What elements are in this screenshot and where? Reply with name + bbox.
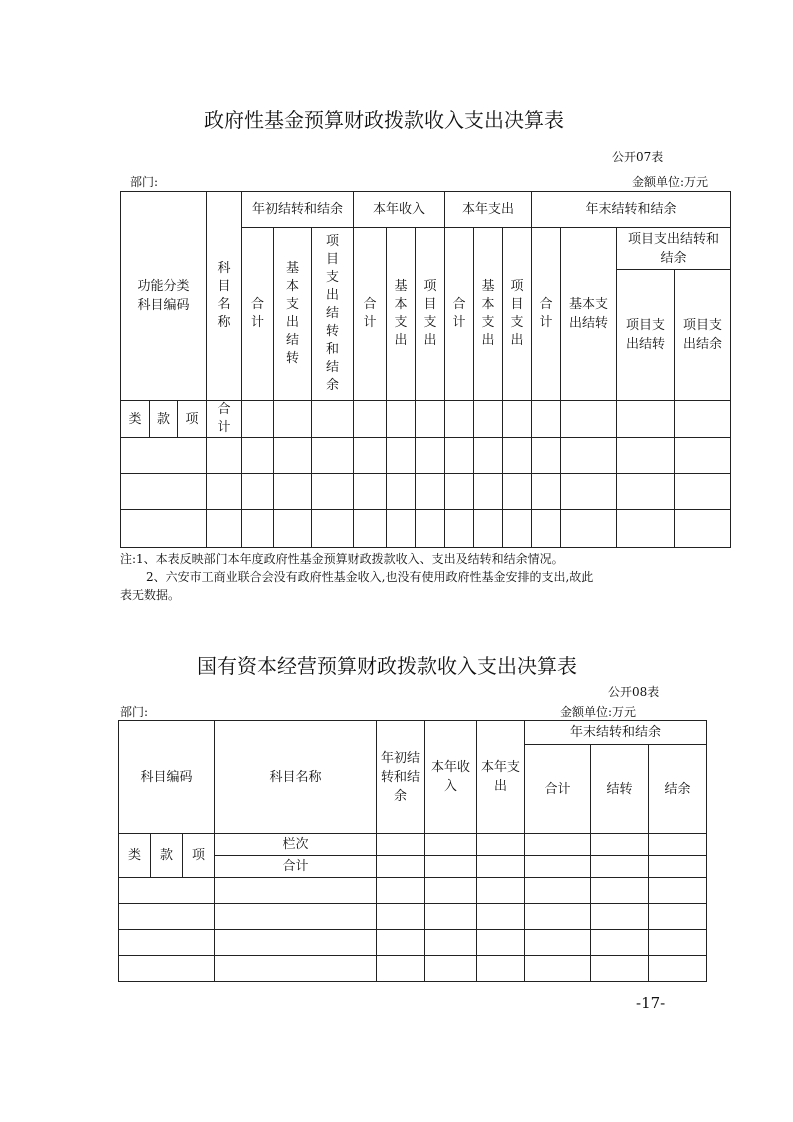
page-number: -17-	[636, 994, 666, 1012]
header-eb-basic-carry: 基本支出结转	[561, 228, 617, 401]
table-row	[119, 878, 707, 904]
header-subject-code: 科目编码	[119, 721, 215, 834]
header-lei: 类	[121, 401, 150, 438]
header-subject-name: 科目名称	[207, 192, 242, 401]
header-eb-project-carry: 项目支出结转	[617, 270, 675, 401]
header-beginning: 年初结转和结余	[377, 721, 425, 834]
header-eb-total: 合计	[532, 228, 561, 401]
table08-title: 国有资本经营预算财政拨款收入支出决算表	[197, 654, 577, 678]
table07-form-no: 公开07表	[612, 150, 664, 164]
header-subject-name: 科目名称	[215, 721, 377, 834]
header-kuan: 款	[151, 834, 183, 878]
header-ending-balance: 结余	[649, 745, 707, 834]
note-line-3: 表无数据。	[120, 588, 181, 602]
header-ending-balance: 年末结转和结余	[532, 192, 731, 228]
note-line-2: 2、六安市工商业联合会没有政府性基金收入,也没有使用政府性基金安排的支出,故此	[146, 570, 594, 584]
table-row	[119, 904, 707, 930]
row-total-label: 合计	[215, 856, 377, 878]
header-bb-basic-carry: 基本支出结转	[274, 228, 312, 401]
header-income-basic: 基本支出	[387, 228, 416, 401]
header-xiang: 项	[178, 401, 207, 438]
header-expense-total: 合计	[445, 228, 474, 401]
table07	[120, 191, 731, 548]
note-line-1: 注:1、本表反映部门本年度政府性基金预算财政拨款收入、支出及结转和结余情况。	[120, 552, 564, 566]
table-row	[119, 956, 707, 982]
table07-unit-label: 金额单位:万元	[632, 175, 709, 189]
table08-dept-label: 部门:	[120, 705, 149, 719]
header-kuan: 款	[150, 401, 178, 438]
header-bb-total: 合计	[242, 228, 274, 401]
header-xiang: 项	[183, 834, 215, 878]
header-ending: 年末结转和结余	[525, 721, 707, 745]
header-expense-project: 项目支出	[503, 228, 532, 401]
header-ending-carry: 结转	[591, 745, 649, 834]
header-ending-total: 合计	[525, 745, 591, 834]
header-lei: 类	[119, 834, 151, 878]
table08	[118, 720, 707, 982]
table07-title: 政府性基金预算财政拨款收入支出决算表	[204, 108, 564, 132]
header-income: 本年收入	[354, 192, 445, 228]
table-row	[119, 930, 707, 956]
header-income-total: 合计	[354, 228, 387, 401]
table-row	[121, 510, 731, 548]
table08-form-no: 公开08表	[608, 685, 660, 699]
header-beginning-balance: 年初结转和结余	[242, 192, 354, 228]
header-expense: 本年支出	[477, 721, 525, 834]
row-col-no-label: 栏次	[215, 834, 377, 856]
header-income: 本年收入	[425, 721, 477, 834]
header-eb-project-carry-balance: 项目支出结转和结余	[617, 228, 731, 270]
table08-unit-label: 金额单位:万元	[560, 705, 637, 719]
header-expense-basic: 基本支出	[474, 228, 503, 401]
header-expense: 本年支出	[445, 192, 532, 228]
header-func-code: 功能分类科目编码	[121, 192, 207, 401]
header-eb-project-balance: 项目支出结余	[675, 270, 731, 401]
table07-dept-label: 部门:	[130, 175, 159, 189]
header-income-project: 项目支出	[416, 228, 445, 401]
table-row	[121, 474, 731, 510]
table-row	[121, 438, 731, 474]
row-total-label: 合计	[207, 401, 242, 438]
header-bb-project-carry-balance: 项目支出结转和结余	[312, 228, 354, 401]
